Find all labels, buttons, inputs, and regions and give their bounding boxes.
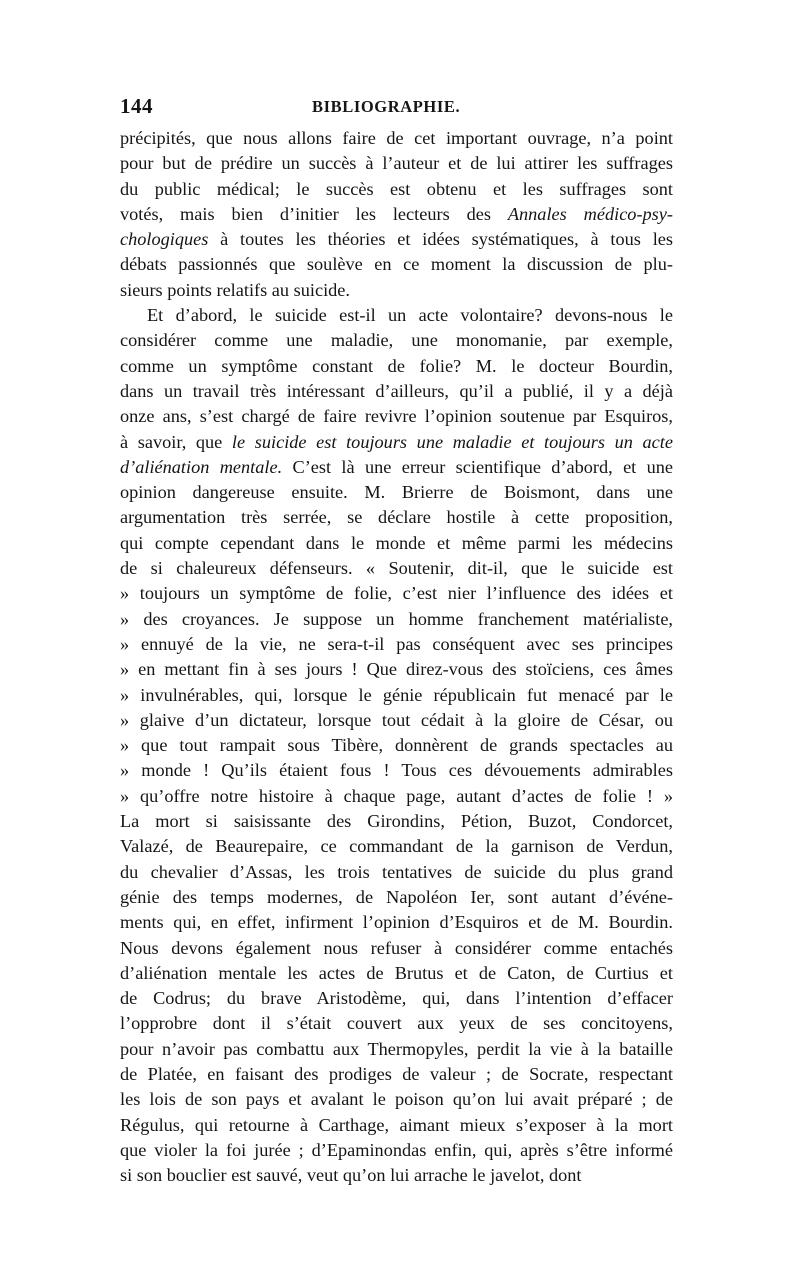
text-line <box>120 556 673 581</box>
text-line <box>120 328 673 353</box>
text-run: sieurs points relatifs au suicide. <box>120 279 350 300</box>
italic-text: Annales médico-psy- <box>507 203 673 224</box>
text-line <box>120 758 673 783</box>
text-line <box>120 430 673 455</box>
italic-text: chologiques <box>120 229 209 250</box>
page-header <box>120 94 673 120</box>
text-run: » glaive d’un dictateur, lorsque tout cédait à la gloire de César, ou <box>120 709 673 730</box>
text-line <box>120 227 673 252</box>
text-run: du public médical; le succès est obtenu et les suffrages sont <box>120 178 673 199</box>
text-run: pour but de prédire un succès à l’auteur et de lui attirer les suffrages <box>120 153 673 174</box>
page-number: 144 <box>120 94 153 118</box>
text-line <box>120 632 673 657</box>
text-run: onze ans, s’est chargé de faire revivre l’opinion soutenue par Esquiros, <box>120 406 673 427</box>
italic-text: le suicide est toujours une maladie et toujours un acte <box>231 431 673 452</box>
text-line <box>120 1087 673 1112</box>
text-run: comme un symptôme constant de folie? M. le docteur Bourdin, <box>120 355 673 376</box>
text-line <box>120 733 673 758</box>
text-run: les lois de son pays et avalant le poison qu’on lui avait préparé ; de <box>120 1089 673 1110</box>
text-run: C’est là une erreur scientifique d’abord, et une <box>282 456 674 477</box>
text-run: Valazé, de Beaurepaire, ce commandant de la garnison de Verdun, <box>120 836 673 857</box>
text-run: votés, mais bien d’initier les lecteurs des <box>120 203 508 224</box>
text-line <box>120 860 673 885</box>
text-line <box>120 936 673 961</box>
text-run: génie des temps modernes, de Napoléon Ier, sont autant d’événe- <box>120 886 673 907</box>
text-run: de si chaleureux défenseurs. « Soutenir, dit-il, que le suicide est <box>120 558 673 579</box>
paragraph <box>120 126 673 303</box>
text-line <box>120 354 673 379</box>
book-page <box>120 94 673 1188</box>
text-run: considérer comme une maladie, une monomanie, par exemple, <box>120 330 673 351</box>
text-line <box>120 278 673 303</box>
text-line <box>120 379 673 404</box>
text-run: argumentation très serrée, se déclare hostile à cette proposition, <box>120 507 673 528</box>
text-line <box>120 404 673 429</box>
text-line <box>120 505 673 530</box>
text-line <box>120 202 673 227</box>
text-line <box>120 986 673 1011</box>
text-run: d’aliénation mentale les actes de Brutus et de Caton, de Curtius et <box>120 962 673 983</box>
text-line <box>120 480 673 505</box>
text-run: » toujours un symptôme de folie, c’est nier l’influence des idées et <box>120 583 673 604</box>
text-line <box>120 910 673 935</box>
text-run: » en mettant fin à ses jours ! Que direz-vous des stoïciens, ces âmes <box>120 659 673 680</box>
running-title: BIBLIOGRAPHIE. <box>312 97 461 116</box>
text-line <box>120 834 673 859</box>
paragraph <box>120 303 673 1188</box>
text-run: La mort si saisissante des Girondins, Pétion, Buzot, Condorcet, <box>120 811 673 832</box>
text-run: à savoir, que <box>120 431 232 452</box>
text-line <box>120 1037 673 1062</box>
text-line <box>120 1163 673 1188</box>
text-run: à toutes les théories et idées systématiques, à tous les <box>208 229 673 250</box>
text-run: » qu’offre notre histoire à chaque page, autant d’actes de folie ! » <box>120 785 673 806</box>
text-line <box>120 1062 673 1087</box>
text-run: de Codrus; du brave Aristodème, qui, dans l’intention d’effacer <box>120 988 673 1009</box>
text-line <box>120 531 673 556</box>
text-line <box>120 784 673 809</box>
text-run: Nous devons également nous refuser à considérer comme entachés <box>120 937 673 958</box>
text-run: » monde ! Qu’ils étaient fous ! Tous ces dévouements admirables <box>120 760 673 781</box>
text-run: qui compte cependant dans le monde et même parmi les médecins <box>120 532 673 553</box>
text-line <box>120 708 673 733</box>
text-run: Régulus, qui retourne à Carthage, aimant mieux s’exposer à la mort <box>120 1114 673 1135</box>
text-run: que violer la foi jurée ; d’Epaminondas enfin, qui, après s’être informé <box>120 1139 673 1160</box>
text-run: précipités, que nous allons faire de cet important ouvrage, n’a point <box>120 128 673 148</box>
text-line <box>120 1113 673 1138</box>
text-line <box>120 1138 673 1163</box>
text-line <box>120 126 673 151</box>
text-run: dans un travail très intéressant d’ailleurs, qu’il a publié, il y a déjà <box>120 380 673 401</box>
text-run: pour n’avoir pas combattu aux Thermopyles, perdit la vie à la bataille <box>120 1038 673 1059</box>
text-line <box>120 683 673 708</box>
text-line <box>120 657 673 682</box>
text-run: ments qui, en effet, infirment l’opinion d’Esquiros et de M. Bourdin. <box>120 912 673 933</box>
text-run: » invulnérables, qui, lorsque le génie républicain fut menacé par le <box>120 684 673 705</box>
text-run: débats passionnés que soulève en ce moment la discussion de plu- <box>120 254 673 275</box>
text-line <box>120 607 673 632</box>
text-line <box>120 1011 673 1036</box>
text-run: » des croyances. Je suppose un homme franchement matérialiste, <box>120 608 673 629</box>
text-run: Et d’abord, le suicide est-il un acte volontaire? devons-nous le <box>147 305 673 326</box>
text-line <box>120 303 673 328</box>
text-line <box>120 177 673 202</box>
text-line <box>120 961 673 986</box>
text-run: si son bouclier est sauvé, veut qu’on lui arrache le javelot, dont <box>120 1165 582 1186</box>
text-run: du chevalier d’Assas, les trois tentatives de suicide du plus grand <box>120 861 673 882</box>
text-line <box>120 252 673 277</box>
text-line <box>120 151 673 176</box>
text-run: de Platée, en faisant des prodiges de valeur ; de Socrate, respectant <box>120 1063 673 1084</box>
text-line <box>120 885 673 910</box>
text-run: l’opprobre dont il s’était couvert aux yeux de ses concitoyens, <box>120 1013 673 1034</box>
body-text <box>120 126 673 1188</box>
text-line <box>120 581 673 606</box>
text-line <box>120 455 673 480</box>
italic-text: d’aliénation mentale. <box>120 456 283 477</box>
text-run: opinion dangereuse ensuite. M. Brierre de Boismont, dans une <box>120 482 673 503</box>
text-run: » ennuyé de la vie, ne sera-t-il pas conséquent avec ses principes <box>120 633 673 654</box>
text-line <box>120 809 673 834</box>
text-run: » que tout rampait sous Tibère, donnèrent de grands spectacles au <box>120 735 673 756</box>
